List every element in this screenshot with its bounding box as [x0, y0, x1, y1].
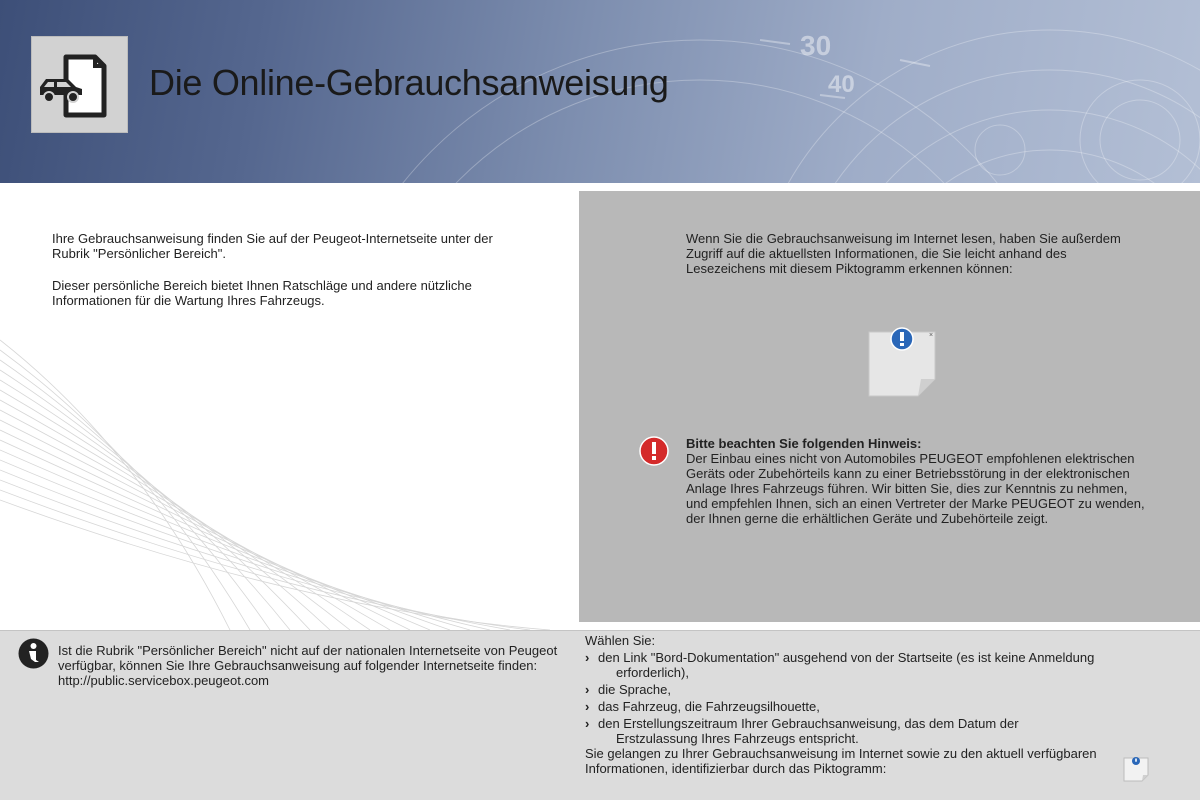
left-column-text [52, 231, 532, 308]
choose-label: Wählen Sie: [585, 633, 656, 648]
list-item: › den Erstellungszeitraum Ihrer Gebrauchsanweisung, das dem Datum der Erstzulassung Ihres Fahrzeugs entspricht. [585, 716, 1019, 746]
chevron-right-icon: › [585, 650, 590, 665]
info-bookmark-icon [868, 327, 938, 404]
header-banner [0, 0, 1200, 183]
list-item: › den Link "Bord-Dokumentation" ausgehend von der Startseite (es ist keine Anmeldung erforderlich), [585, 650, 1095, 680]
info-paragraph: Ist die Rubrik "Persönlicher Bereich" nicht auf der nationalen Internetseite von Peugeot verfügbar, können Sie Ihre Gebrauchsanweisung auf folgender Internetseite finden: [58, 643, 558, 673]
speedo-mark-30: 30 [800, 30, 832, 61]
servicebox-url: http://public.servicebox.peugeot.com [58, 673, 270, 688]
list-item: › die Sprache, [585, 682, 671, 697]
conclusion-text: Sie gelangen zu Ihrer Gebrauchsanweisung im Internet sowie zu den aktuell verfügbaren Informationen, identifizierbar durch das Piktogramm: [585, 746, 1097, 776]
warning-body: Der Einbau eines nicht von Automobiles PEUGEOT empfohlenen elektrischen Geräts oder Zubehörteils kann zu einer Betriebsstörung in der elektronischen Anlage Ihres Fahrzeugs führen. Wir bitten Sie, dies zur Kenntnis zu nehmen, und empfehlen Ihnen, sich an einen Vertreter der Marke PEUGEOT zu wenden, der Ihnen gerne die erhältlichen Geräte und Zubehörteile zeigt. [686, 451, 1145, 526]
chevron-right-icon: › [585, 699, 590, 714]
speedo-mark-40: 40 [828, 71, 855, 98]
chevron-right-icon: › [585, 682, 590, 697]
warning-icon [639, 436, 669, 471]
left-paragraph-1: Ihre Gebrauchsanweisung finden Sie auf der Peugeot-Internetseite unter der Rubrik "Persönlicher Bereich". [52, 231, 493, 261]
svg-text:×: × [929, 332, 934, 339]
left-paragraph-2: Dieser persönliche Bereich bietet Ihnen Ratschläge und andere nützliche Informationen für die Wartung Ihres Fahrzeugs. [52, 278, 472, 308]
warning-notice [686, 436, 1151, 526]
small-bookmark-icon [1123, 755, 1150, 787]
right-intro-text: Wenn Sie die Gebrauchsanweisung im Internet lesen, haben Sie außerdem Zugriff auf die aktuellsten Informationen, die Sie leicht anhand des Lesezeichens mit diesem Piktogramm erkennen können: [686, 231, 1121, 276]
car-document-icon [31, 36, 128, 133]
bottom-left-text [58, 643, 558, 688]
info-icon [18, 638, 49, 674]
page-title: Die Online-Gebrauchsanweisung [149, 62, 669, 103]
bottom-right-text [585, 633, 1175, 776]
wave-lines-decoration [0, 330, 560, 630]
warning-title: Bitte beachten Sie folgenden Hinweis: [686, 436, 922, 451]
steps-list [585, 650, 1175, 746]
chevron-right-icon: › [585, 716, 590, 731]
list-item: › das Fahrzeug, die Fahrzeugsilhouette, [585, 699, 820, 714]
